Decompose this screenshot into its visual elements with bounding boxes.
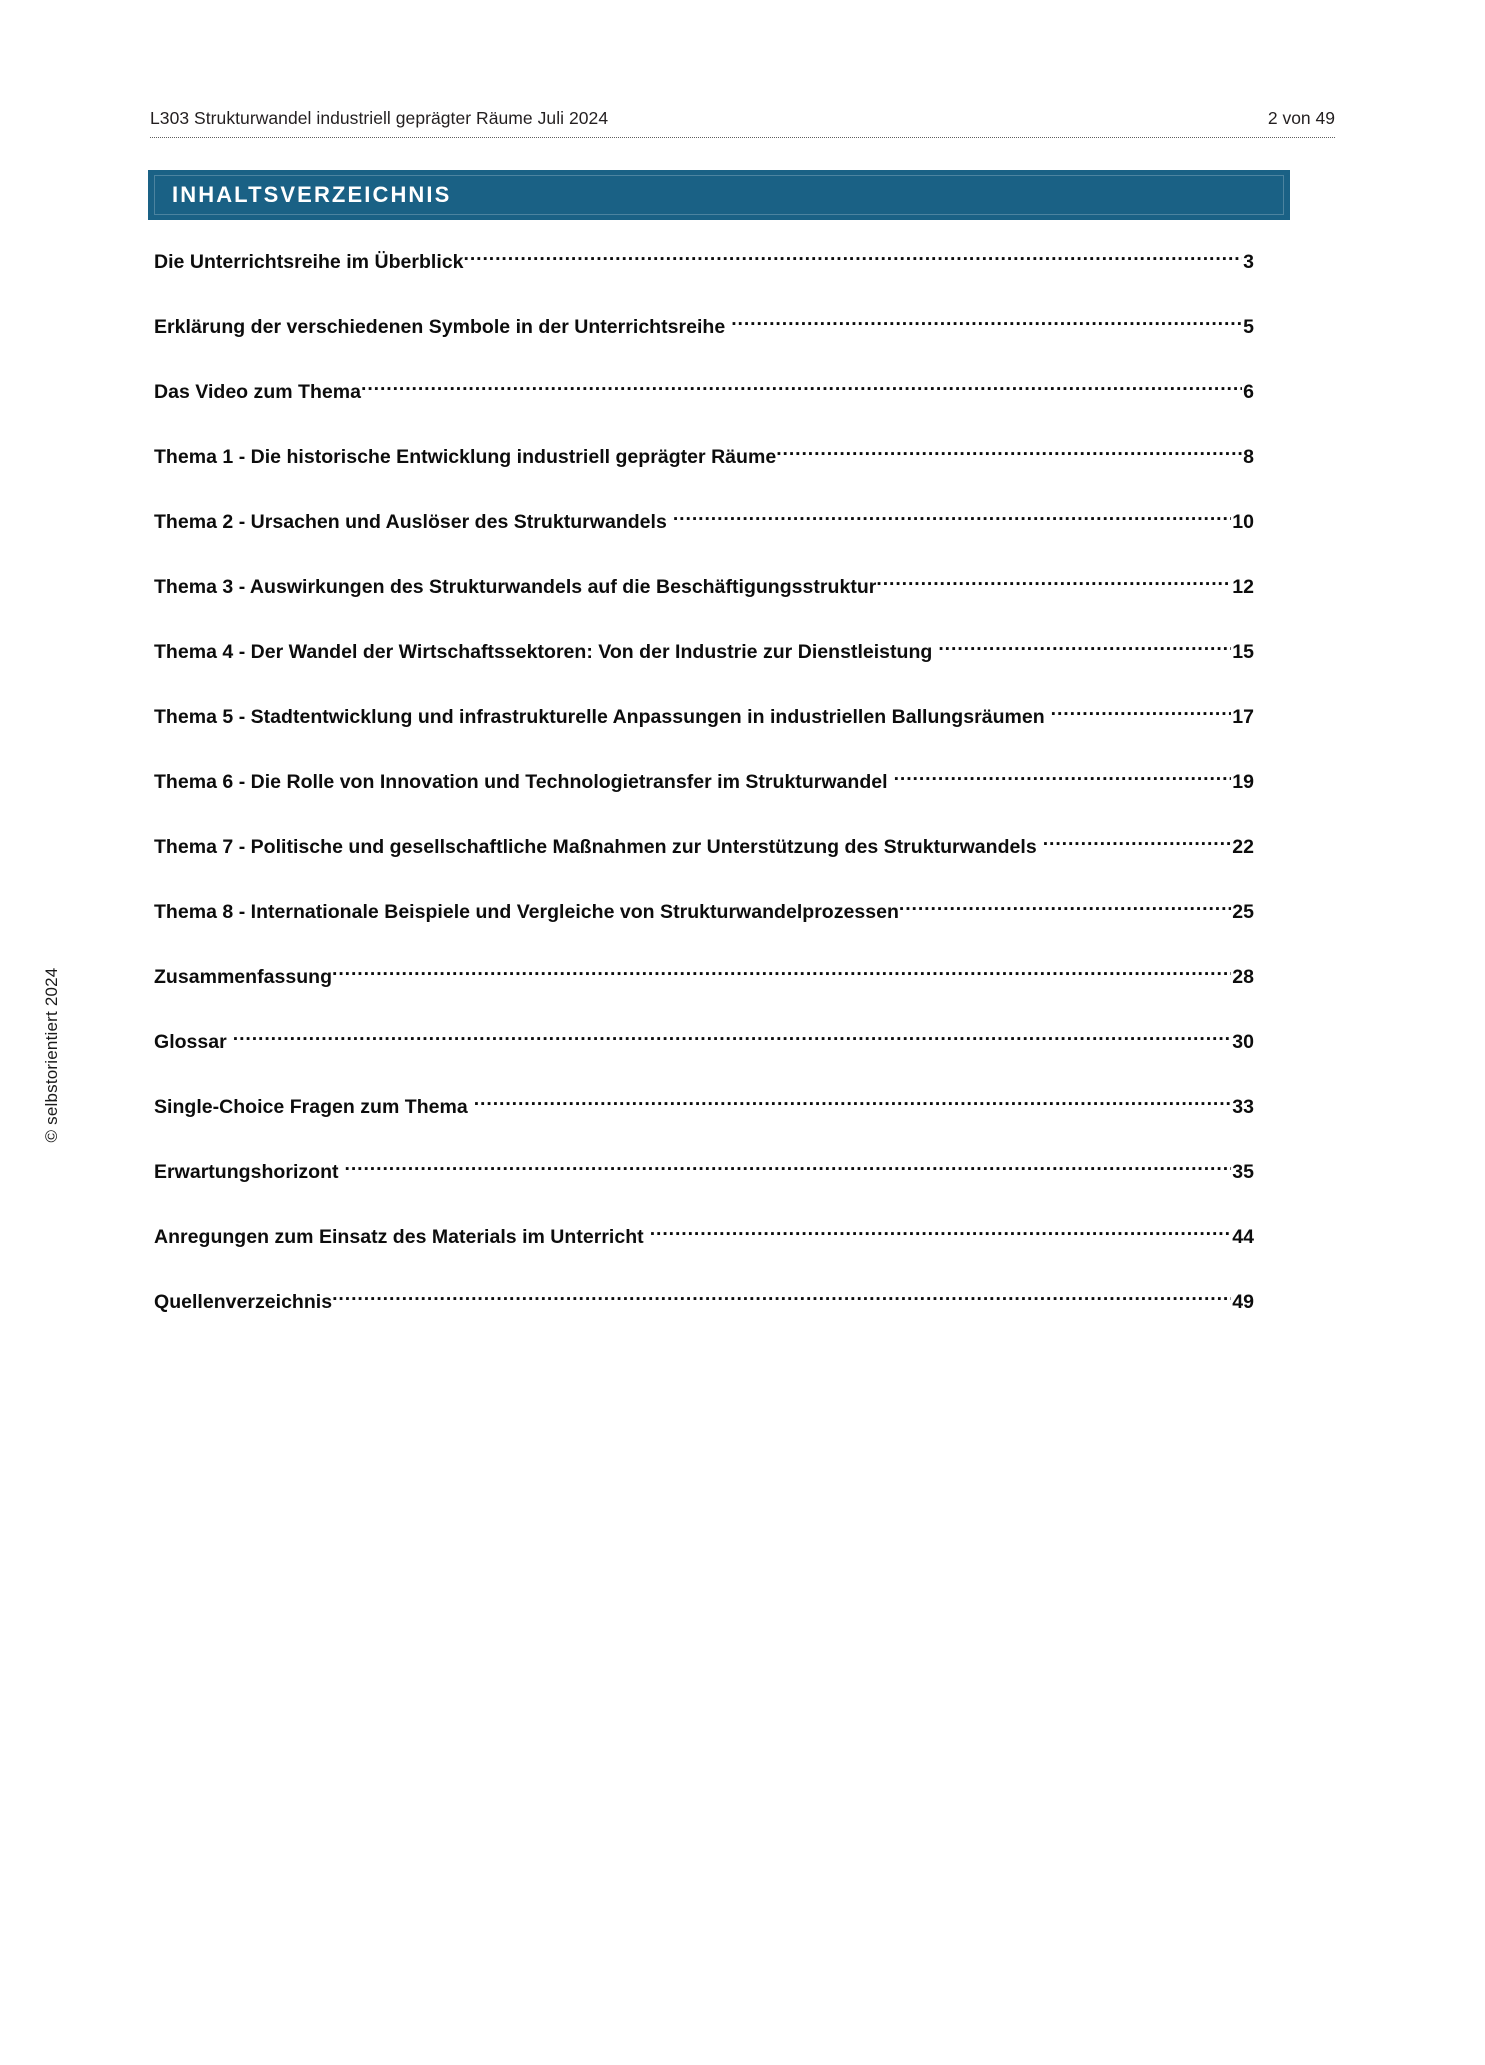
toc-leader-dots bbox=[938, 638, 1231, 658]
toc-leader-dots bbox=[361, 378, 1242, 398]
copyright-notice: © selbstorientiert 2024 bbox=[42, 967, 61, 1143]
toc-entry-page-number: 35 bbox=[1232, 1160, 1254, 1183]
toc-entry-page-number: 10 bbox=[1232, 510, 1254, 533]
toc-entry-page-number: 30 bbox=[1232, 1030, 1254, 1053]
page-number-header: 2 von 49 bbox=[1267, 108, 1335, 128]
toc-entry-title: Thema 7 - Politische und gesellschaftliche Maßnahmen zur Unterstützung des Strukturwandels bbox=[154, 835, 1037, 858]
toc-entry[interactable] bbox=[154, 768, 1254, 833]
toc-entry-title: Thema 2 - Ursachen und Auslöser des Strukturwandels bbox=[154, 510, 667, 533]
toc-entry[interactable] bbox=[154, 248, 1254, 313]
toc-entry-title: Glossar bbox=[154, 1030, 227, 1053]
toc-entry-title: Thema 1 - Die historische Entwicklung industriell geprägter Räume bbox=[154, 445, 777, 468]
toc-leader-dots bbox=[332, 1288, 1231, 1308]
table-of-contents bbox=[154, 248, 1254, 1353]
section-banner-title: INHALTSVERZEICHNIS bbox=[172, 182, 452, 207]
toc-leader-dots bbox=[899, 898, 1231, 918]
toc-entry-page-number: 3 bbox=[1243, 250, 1254, 273]
toc-entry-page-number: 17 bbox=[1232, 705, 1254, 728]
toc-leader-dots bbox=[1043, 833, 1232, 853]
toc-leader-dots bbox=[673, 508, 1231, 528]
toc-entry-title: Thema 4 - Der Wandel der Wirtschaftssektoren: Von der Industrie zur Dienstleistung bbox=[154, 640, 933, 663]
toc-entry[interactable] bbox=[154, 443, 1254, 508]
toc-entry[interactable] bbox=[154, 703, 1254, 768]
toc-leader-dots bbox=[650, 1223, 1232, 1243]
toc-entry-title: Anregungen zum Einsatz des Materials im Unterricht bbox=[154, 1225, 644, 1248]
toc-entry-page-number: 22 bbox=[1232, 835, 1254, 858]
toc-entry-title: Zusammenfassung bbox=[154, 965, 333, 988]
toc-entry[interactable] bbox=[154, 573, 1254, 638]
header-divider bbox=[150, 137, 1335, 138]
toc-entry-title: Erwartungshorizont bbox=[154, 1160, 339, 1183]
toc-entry[interactable] bbox=[154, 378, 1254, 443]
toc-entry-title: Thema 6 - Die Rolle von Innovation und Technologietransfer im Strukturwandel bbox=[154, 770, 888, 793]
toc-entry[interactable] bbox=[154, 1028, 1254, 1093]
toc-leader-dots bbox=[464, 248, 1243, 268]
toc-entry-title: Das Video zum Thema bbox=[154, 380, 361, 403]
toc-entry-page-number: 8 bbox=[1243, 445, 1254, 468]
toc-entry-title: Die Unterrichtsreihe im Überblick bbox=[154, 250, 464, 273]
toc-leader-dots bbox=[894, 768, 1232, 788]
toc-entry-title: Thema 5 - Stadtentwicklung und infrastrukturelle Anpassungen in industriellen Ballungsräumen bbox=[154, 705, 1045, 728]
toc-entry[interactable] bbox=[154, 833, 1254, 898]
toc-leader-dots bbox=[332, 963, 1231, 983]
toc-entry[interactable] bbox=[154, 1223, 1254, 1288]
toc-entry-page-number: 15 bbox=[1232, 640, 1254, 663]
toc-entry-page-number: 49 bbox=[1232, 1290, 1254, 1313]
toc-entry-title: Thema 3 - Auswirkungen des Strukturwandels auf die Beschäftigungsstruktur bbox=[154, 575, 877, 598]
toc-entry-page-number: 6 bbox=[1243, 380, 1254, 403]
toc-entry[interactable] bbox=[154, 1093, 1254, 1158]
toc-entry-page-number: 44 bbox=[1232, 1225, 1254, 1248]
toc-entry[interactable] bbox=[154, 313, 1254, 378]
toc-entry-title: Erklärung der verschiedenen Symbole in der Unterrichtsreihe bbox=[154, 315, 726, 338]
toc-entry-title: Single-Choice Fragen zum Thema bbox=[154, 1095, 468, 1118]
toc-entry-page-number: 5 bbox=[1243, 315, 1254, 338]
toc-entry[interactable] bbox=[154, 963, 1254, 1028]
section-banner bbox=[148, 170, 1290, 220]
running-header bbox=[150, 108, 1335, 129]
toc-entry-title: Quellenverzeichnis bbox=[154, 1290, 333, 1313]
toc-entry-title: Thema 8 - Internationale Beispiele und Vergleiche von Strukturwandelprozessen bbox=[154, 900, 899, 923]
toc-entry-page-number: 28 bbox=[1232, 965, 1254, 988]
toc-entry-page-number: 25 bbox=[1232, 900, 1254, 923]
toc-leader-dots bbox=[776, 443, 1242, 463]
toc-entry[interactable] bbox=[154, 898, 1254, 963]
toc-leader-dots bbox=[1051, 703, 1232, 723]
toc-entry[interactable] bbox=[154, 508, 1254, 573]
toc-leader-dots bbox=[233, 1028, 1232, 1048]
document-title-header: L303 Strukturwandel industriell geprägter Räume Juli 2024 bbox=[150, 108, 609, 128]
toc-leader-dots bbox=[345, 1158, 1232, 1178]
toc-entry-page-number: 12 bbox=[1232, 575, 1254, 598]
toc-entry-page-number: 19 bbox=[1232, 770, 1254, 793]
toc-leader-dots bbox=[876, 573, 1231, 593]
toc-leader-dots bbox=[474, 1093, 1232, 1113]
toc-leader-dots bbox=[731, 313, 1242, 333]
toc-entry-page-number: 33 bbox=[1232, 1095, 1254, 1118]
toc-entry[interactable] bbox=[154, 1288, 1254, 1353]
toc-entry[interactable] bbox=[154, 1158, 1254, 1223]
toc-entry[interactable] bbox=[154, 638, 1254, 703]
